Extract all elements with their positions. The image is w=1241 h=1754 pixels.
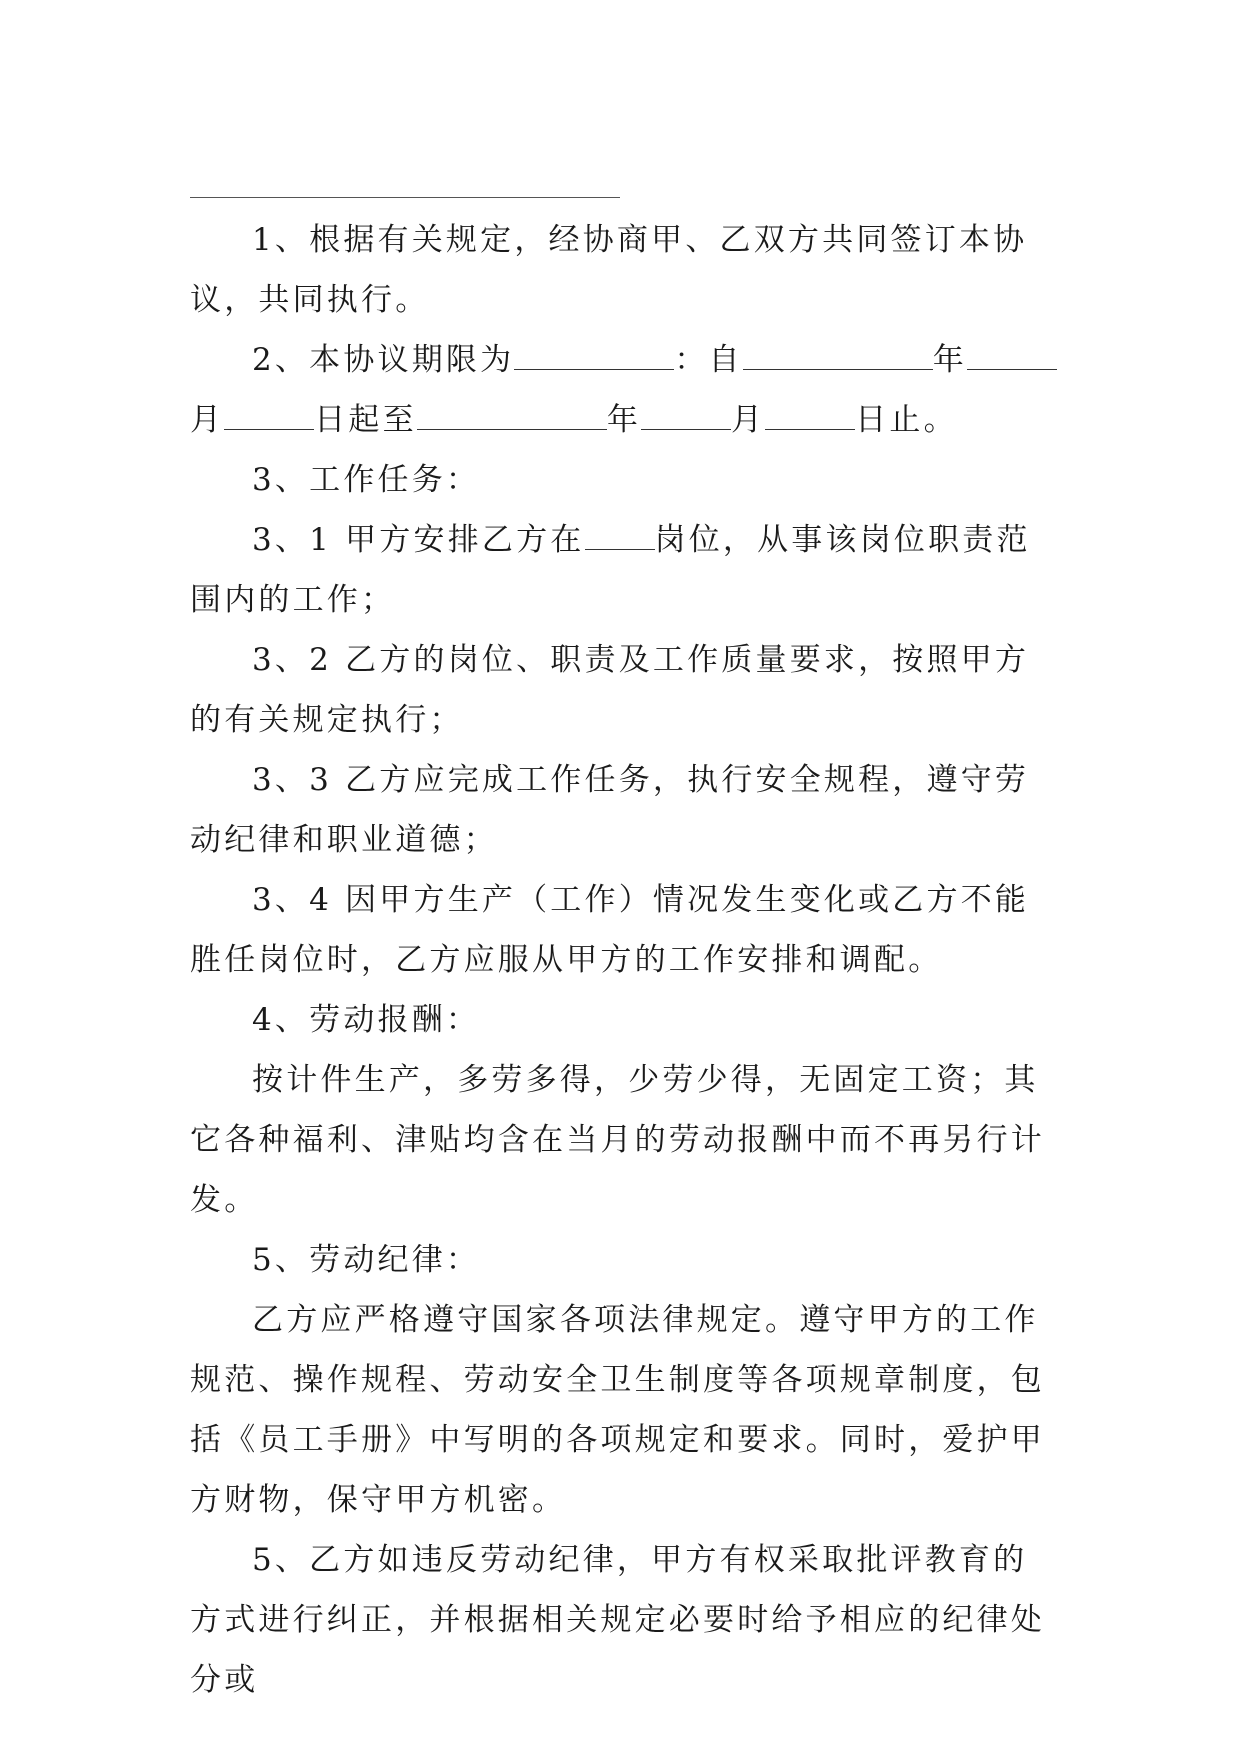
post-description: 岗位，从事该岗位职责范围内的工作；: [190, 522, 1031, 618]
end-year-label: 年: [606, 402, 642, 438]
from-label: ：自: [674, 342, 743, 378]
top-divider: [190, 197, 620, 198]
term-blank: [514, 339, 674, 370]
until-label: 日起至: [314, 402, 417, 438]
start-year-blank: [743, 339, 933, 370]
clause-1: 1、根据有关规定，经协商甲、乙双方共同签订本协议，共同执行。: [190, 222, 1028, 318]
start-month-blank: [967, 339, 1057, 370]
post-blank: [585, 519, 655, 550]
end-month-blank: [641, 399, 731, 430]
clause-5-body: 乙方应严格遵守国家各项法律规定。遵守甲方的工作规范、操作规程、劳动安全卫生制度等各项规章制度，包括《员工手册》中写明的各项规定和要求。同时，爱护甲方财物，保守甲方机密。: [190, 1302, 1045, 1518]
start-month-label: 月: [190, 402, 225, 438]
clause-3-4: 3、4 因甲方生产（工作）情况发生变化或乙方不能胜任岗位时，乙方应服从甲方的工作安排和调配。: [190, 882, 1030, 978]
start-year-label: 年: [932, 342, 967, 378]
end-day-label: 日止。: [855, 402, 958, 438]
clause-4-heading: 4、劳动报酬：: [252, 1002, 481, 1038]
end-day-blank: [765, 399, 855, 430]
start-day-blank: [224, 399, 314, 430]
clause-3-2: 3、2 乙方的岗位、职责及工作质量要求，按照甲方的有关规定执行；: [190, 642, 1030, 738]
clause-5-discipline: 5、乙方如违反劳动纪律，甲方有权采取批评教育的方式进行纠正，并根据相关规定必要时给予相应的纪律处分或: [190, 1542, 1045, 1698]
clause-4-body: 按计件生产，多劳多得，少劳少得，无固定工资；其它各种福利、津贴均含在当月的劳动报酬中而不再另行计发。: [190, 1062, 1045, 1218]
term-label: 2、本协议期限为: [252, 342, 515, 378]
end-month-label: 月: [731, 402, 766, 438]
post-label: 3、1 甲方安排乙方在: [252, 522, 585, 558]
clause-2-term: [190, 330, 1060, 450]
clause-3-1: [190, 510, 1060, 630]
clause-3-heading: 3、工作任务：: [252, 462, 481, 498]
end-year-blank: [417, 399, 607, 430]
clause-3-3: 3、3 乙方应完成工作任务，执行安全规程，遵守劳动纪律和职业道德；: [190, 762, 1030, 858]
clause-5-heading: 5、劳动纪律：: [252, 1242, 481, 1278]
agreement-body: [190, 210, 1060, 1710]
